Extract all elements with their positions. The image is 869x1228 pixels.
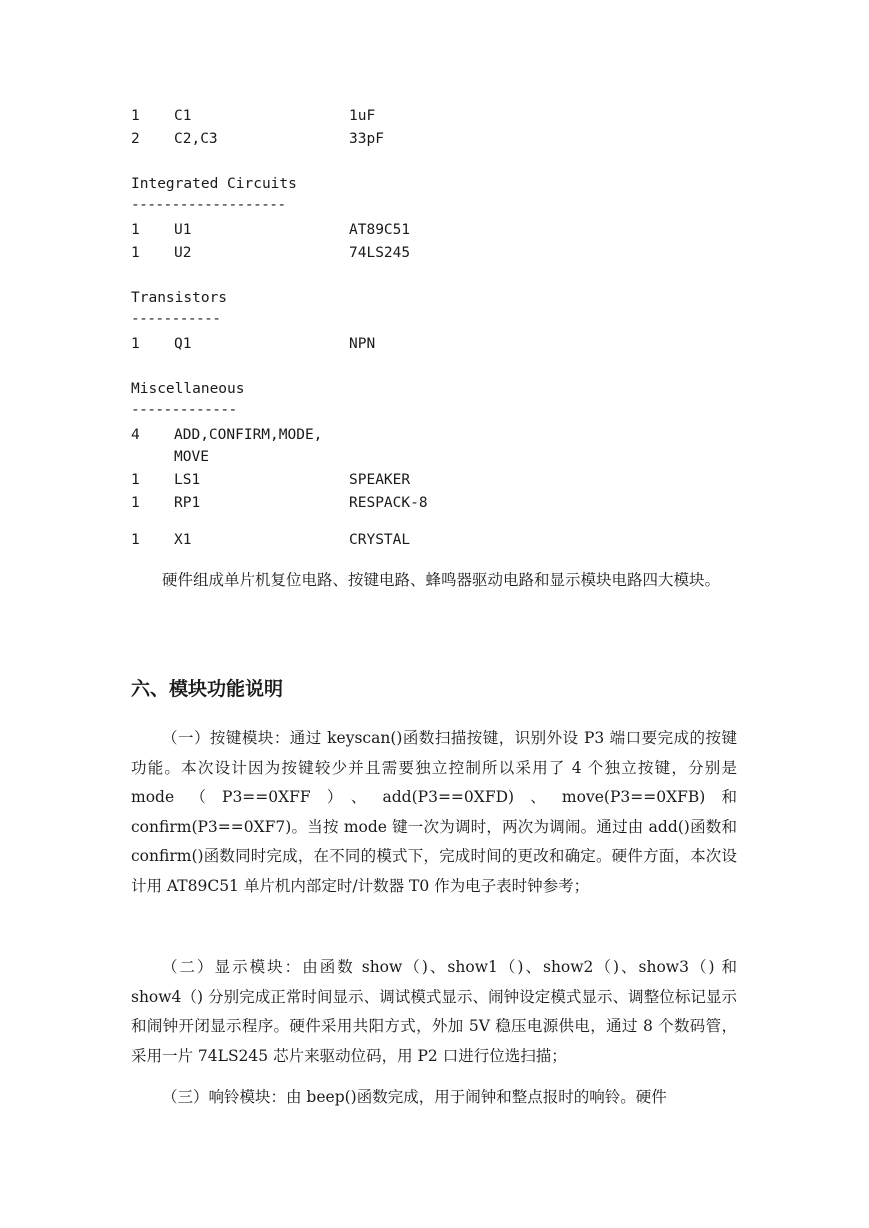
keys-module-paragraph: （一）按键模块：通过 keyscan()函数扫描按键，识别外设 P3 端口要完成的按键功能。本次设计因为按键较少并且需要独立控制所以采用了 4 个独立按键，分别是 mode（P3==0XFF）、add(P3==0XFD)、move(P3==0XFB)和 confirm(P3==0XF7)。当按 mode 键一次为调时，两次为调闹。通过由 add()函数和 confirm()函数同时完成，在不同的模式下，完成时间的更改和确定。硬件方面，本次设计用 AT89C51 单片机内部定时/计数器 T0 作为电子表时钟参考； bbox=[131, 729, 737, 895]
category-title: Miscellaneous bbox=[131, 381, 245, 397]
category-underline: ----------- bbox=[131, 311, 221, 327]
bom-ref: Q1 bbox=[174, 336, 192, 352]
bom-ref: U2 bbox=[174, 245, 192, 261]
hardware-summary-paragraph: 硬件组成单片机复位电路、按键电路、蜂鸣器驱动电路和显示模块电路四大模块。 bbox=[162, 571, 721, 589]
category-title: Integrated Circuits bbox=[131, 176, 297, 192]
bom-qty: 1 bbox=[131, 108, 140, 124]
beep-module-paragraph: （三）响铃模块：由 beep()函数完成，用于闹钟和整点报时的响铃。硬件 bbox=[162, 1088, 667, 1106]
bom-value: 1uF bbox=[349, 108, 376, 124]
bom-qty: 1 bbox=[131, 245, 140, 261]
bom-ref: C2,C3 bbox=[174, 131, 218, 147]
bom-ref: ADD,CONFIRM,MODE, bbox=[174, 427, 323, 443]
category-underline: ------------- bbox=[131, 402, 237, 418]
bom-qty: 1 bbox=[131, 222, 140, 238]
bom-value: NPN bbox=[349, 336, 376, 352]
bom-ref: MOVE bbox=[174, 449, 209, 465]
bom-value: SPEAKER bbox=[349, 472, 411, 488]
bom-ref: LS1 bbox=[174, 472, 201, 488]
bom-ref: RP1 bbox=[174, 495, 201, 511]
bom-qty: 1 bbox=[131, 472, 140, 488]
bom-value: 33pF bbox=[349, 131, 384, 147]
bom-ref: C1 bbox=[174, 108, 192, 124]
bom-ref: X1 bbox=[174, 532, 192, 548]
category-title: Transistors bbox=[131, 290, 228, 306]
section-heading: 六、模块功能说明 bbox=[131, 678, 284, 700]
bom-value: RESPACK-8 bbox=[349, 495, 428, 511]
bom-qty: 1 bbox=[131, 336, 140, 352]
bom-value: CRYSTAL bbox=[349, 532, 411, 548]
bom-qty: 1 bbox=[131, 532, 140, 548]
bom-qty: 2 bbox=[131, 131, 140, 147]
bom-value: 74LS245 bbox=[349, 245, 411, 261]
bom-ref: U1 bbox=[174, 222, 192, 238]
bom-qty: 1 bbox=[131, 495, 140, 511]
category-underline: ------------------- bbox=[131, 197, 286, 213]
display-module-paragraph: （二）显示模块：由函数 show（)、show1（)、show2（)、show3（) 和 show4（) 分别完成正常时间显示、调试模式显示、闹钟设定模式显示、调整位标记显示和闹钟开闭显示程序。硬件采用共阳方式，外加 5V 稳压电源供电，通过 8 个数码管，采用一片 74LS245 芯片来驱动位码，用 P2 口进行位选扫描； bbox=[131, 958, 737, 1065]
bom-value: AT89C51 bbox=[349, 222, 411, 238]
bom-qty: 4 bbox=[131, 427, 140, 443]
